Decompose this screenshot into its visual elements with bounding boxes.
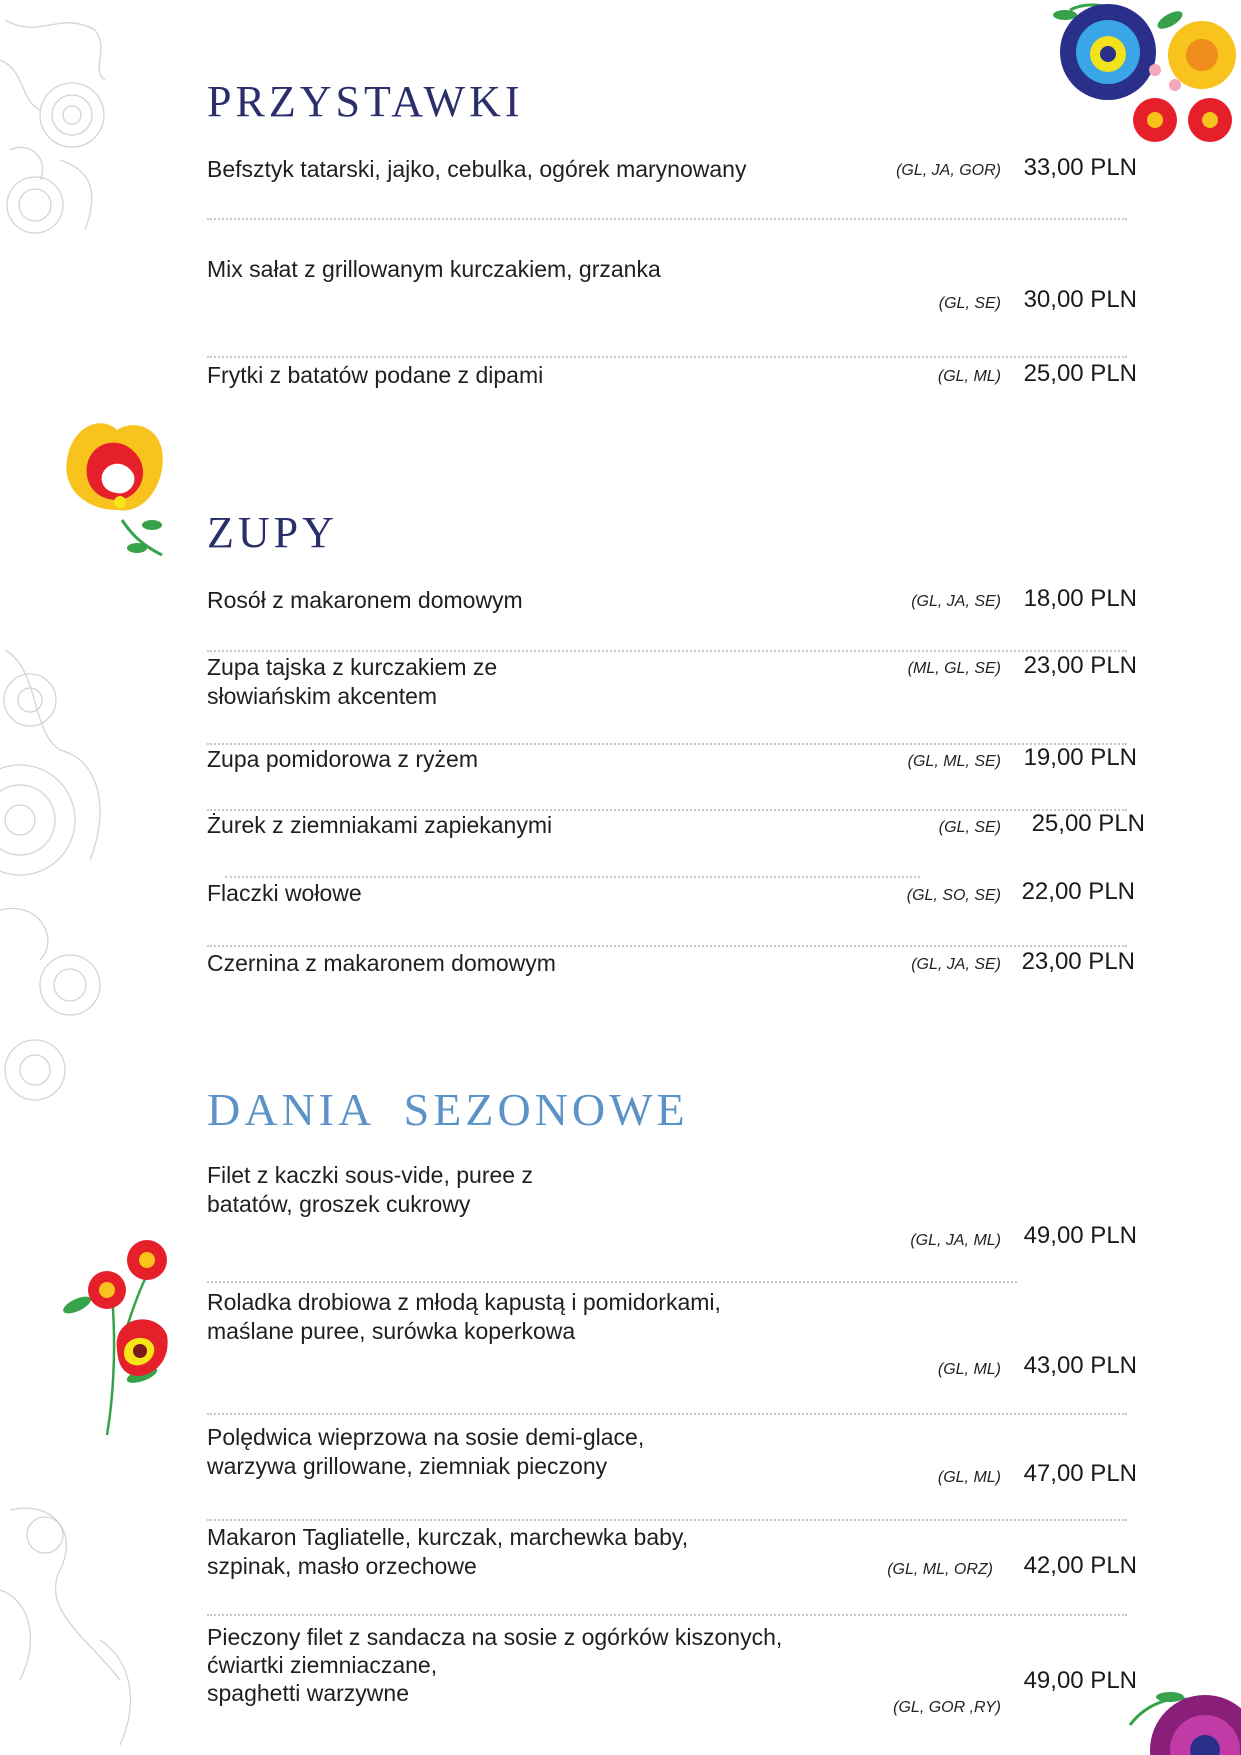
folk-red-flowers-icon [62,1235,192,1440]
dish-price: 23,00 PLN [1021,948,1135,975]
section-heading: PRZYSTAWKI [207,77,524,126]
dotted-separator [207,218,1127,220]
dish-name: Pieczony filet z sandacza na sosie z ogórków kiszonych, ćwiartki ziemniaczane, spaghetti warzywne [207,1624,783,1706]
section-heading: ZUPY [207,508,338,557]
menu-item [207,949,1137,1029]
dish-name: Zupa pomidorowa z ryżem [207,746,478,772]
allergen-codes: (GL, SE) [938,295,1001,312]
dotted-separator [207,1519,1127,1521]
menu-item [207,361,1137,441]
menu-item [207,879,1137,959]
dish-price: 25,00 PLN [1031,810,1145,837]
dotted-separator [207,650,1127,652]
allergen-codes: (GL, JA, SE) [911,593,1001,610]
folk-yellow-flower-icon [62,420,172,560]
dish-price: 33,00 PLN [1023,154,1137,181]
allergen-codes: (GL, ML, SE) [907,753,1001,770]
dish-price: 47,00 PLN [1023,1460,1137,1487]
menu-item [207,1523,1137,1603]
dish-name: Frytki z batatów podane z dipami [207,362,544,388]
folk-line-ornament-top-left [0,0,130,260]
menu-item [207,1161,1137,1249]
dish-price: 18,00 PLN [1023,585,1137,612]
dish-name: Żurek z ziemniakami zapiekanymi [207,812,553,838]
menu-item [207,1423,1137,1503]
dish-name: Filet z kaczki sous-vide, puree z batatów, groszek cukrowy [207,1162,533,1217]
dish-price: 22,00 PLN [1021,878,1135,905]
dotted-separator [207,1413,1127,1415]
dish-name: Rosół z makaronem domowym [207,587,523,613]
allergen-codes: (GL, JA, SE) [911,956,1001,973]
folk-line-ornament-bottom-left [0,1490,160,1755]
menu-item [207,155,1137,235]
menu-item [207,1288,1137,1379]
menu-item [207,653,1137,733]
dish-name: Flaczki wołowe [207,880,362,906]
menu-item [207,1623,1137,1716]
dish-name: Roladka drobiowa z młodą kapustą i pomidorkami, maślane puree, surówka koperkowa [207,1289,721,1344]
allergen-codes: (GL, ML) [937,368,1001,385]
dish-name: Polędwica wieprzowa na sosie demi-glace, warzywa grillowane, ziemniak pieczony [207,1424,645,1479]
dish-price: 43,00 PLN [1023,1352,1137,1379]
allergen-codes: (ML, GL, SE) [907,660,1001,677]
allergen-codes: (GL, SE) [938,819,1001,836]
dish-price: 30,00 PLN [1023,286,1137,313]
dish-price: 19,00 PLN [1023,744,1137,771]
menu-item [207,255,1137,335]
allergen-codes: (GL, ML) [937,1361,1001,1378]
allergen-codes: (GL, SO, SE) [906,887,1001,904]
allergen-codes: (GL, ML, ORZ) [887,1561,993,1578]
section-heading: DANIA SEZONOWE [207,1084,689,1135]
dotted-separator [207,1614,1127,1616]
dotted-separator [207,945,1127,947]
dotted-separator [225,876,920,878]
allergen-codes: (GL, ML) [937,1469,1001,1486]
dish-name: Makaron Tagliatelle, kurczak, marchewka baby, szpinak, masło orzechowe [207,1524,689,1579]
dish-price: 23,00 PLN [1023,652,1137,679]
dish-name: Befsztyk tatarski, jajko, cebulka, ogórek marynowany [207,156,747,182]
dotted-separator [207,356,1127,358]
dish-name: Mix sałat z grillowanym kurczakiem, grzanka [207,256,661,282]
dish-price: 49,00 PLN [1023,1222,1137,1249]
allergen-codes: (GL, GOR ,RY) [893,1699,1001,1716]
allergen-codes: (GL, JA, GOR) [896,162,1001,179]
dotted-separator [207,1281,1017,1283]
allergen-codes: (GL, JA, ML) [910,1232,1001,1249]
dish-name: Czernina z makaronem domowym [207,950,556,976]
folk-flower-top-right [1030,0,1241,150]
dish-name: Zupa tajska z kurczakiem ze słowiańskim akcentem [207,654,498,709]
dish-price: 49,00 PLN [1023,1667,1137,1694]
folk-line-ornament-mid-left [0,610,130,1130]
dish-price: 25,00 PLN [1023,360,1137,387]
dish-price: 42,00 PLN [1023,1552,1137,1579]
